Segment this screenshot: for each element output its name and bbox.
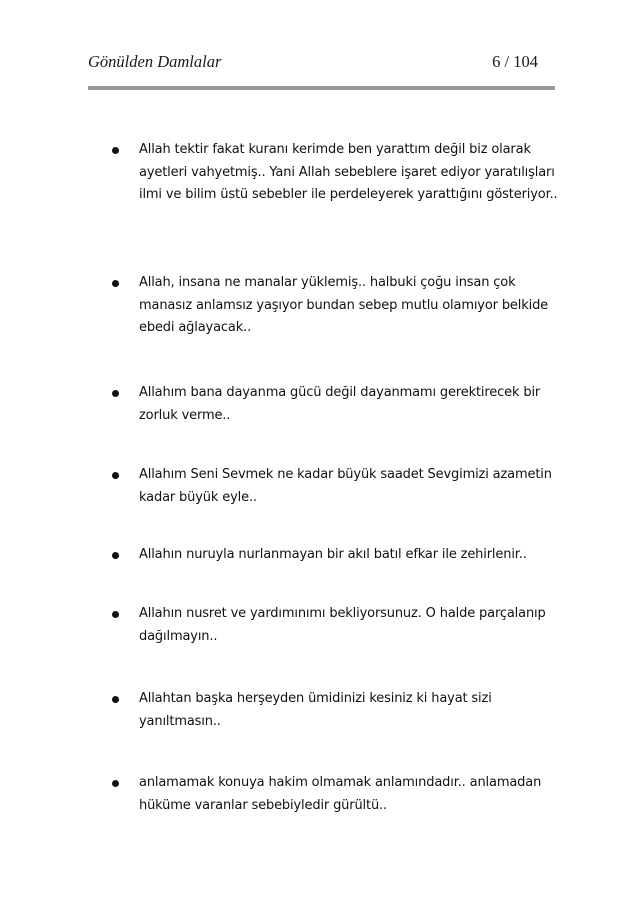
bullet-icon — [112, 390, 119, 397]
list-item-text: Allahın nusret ve yardımınımı bekliyorsunuz. O halde parçalanıp dağılmayın.. — [139, 606, 546, 644]
list-item-text: Allahım bana dayanma gücü değil dayanmamı gerektirecek bir zorluk verme.. — [139, 385, 541, 423]
list-item-text: anlamamak konuya hakim olmamak anlamındadır.. anlamadan hüküme varanlar sebebiyledir gürültü.. — [139, 775, 542, 813]
bullet-icon — [112, 611, 119, 618]
bullet-icon — [112, 472, 119, 479]
list-item-text: Allah, insana ne manalar yüklemiş.. halbuki çoğu insan çok manasız anlamsız yaşıyor bundan sebep mutlu olamıyor belkide ebedi ağlayacak.. — [139, 275, 549, 336]
bullet-icon — [112, 780, 119, 787]
list-item-text: Allahtan başka herşeyden ümidinizi kesiniz ki hayat sizi yanıltmasın.. — [139, 691, 492, 729]
bullet-icon — [112, 696, 119, 703]
bullet-icon — [112, 147, 119, 154]
page-indicator: 6 / 104 — [492, 52, 538, 71]
bullet-icon — [112, 552, 119, 559]
list-item-text: Allahım Seni Sevmek ne kadar büyük saadet Sevgimizi azametin kadar büyük eyle.. — [139, 467, 552, 505]
list-item-text: Allahın nuruyla nurlanmayan bir akıl batıl efkar ile zehirlenir.. — [139, 547, 527, 562]
list-item-text: Allah tektir fakat kuranı kerimde ben yarattım değil biz olarak ayetleri vahyetmiş.. Yani Allah sebeblere işaret ediyor yaratılışları ilmi ve bilim üstü sebebler ile perdeleyerek yarattığını gösteriyor.. — [139, 142, 558, 203]
document-title: Gönülden Damlalar — [88, 52, 222, 71]
bullet-icon — [112, 280, 119, 287]
